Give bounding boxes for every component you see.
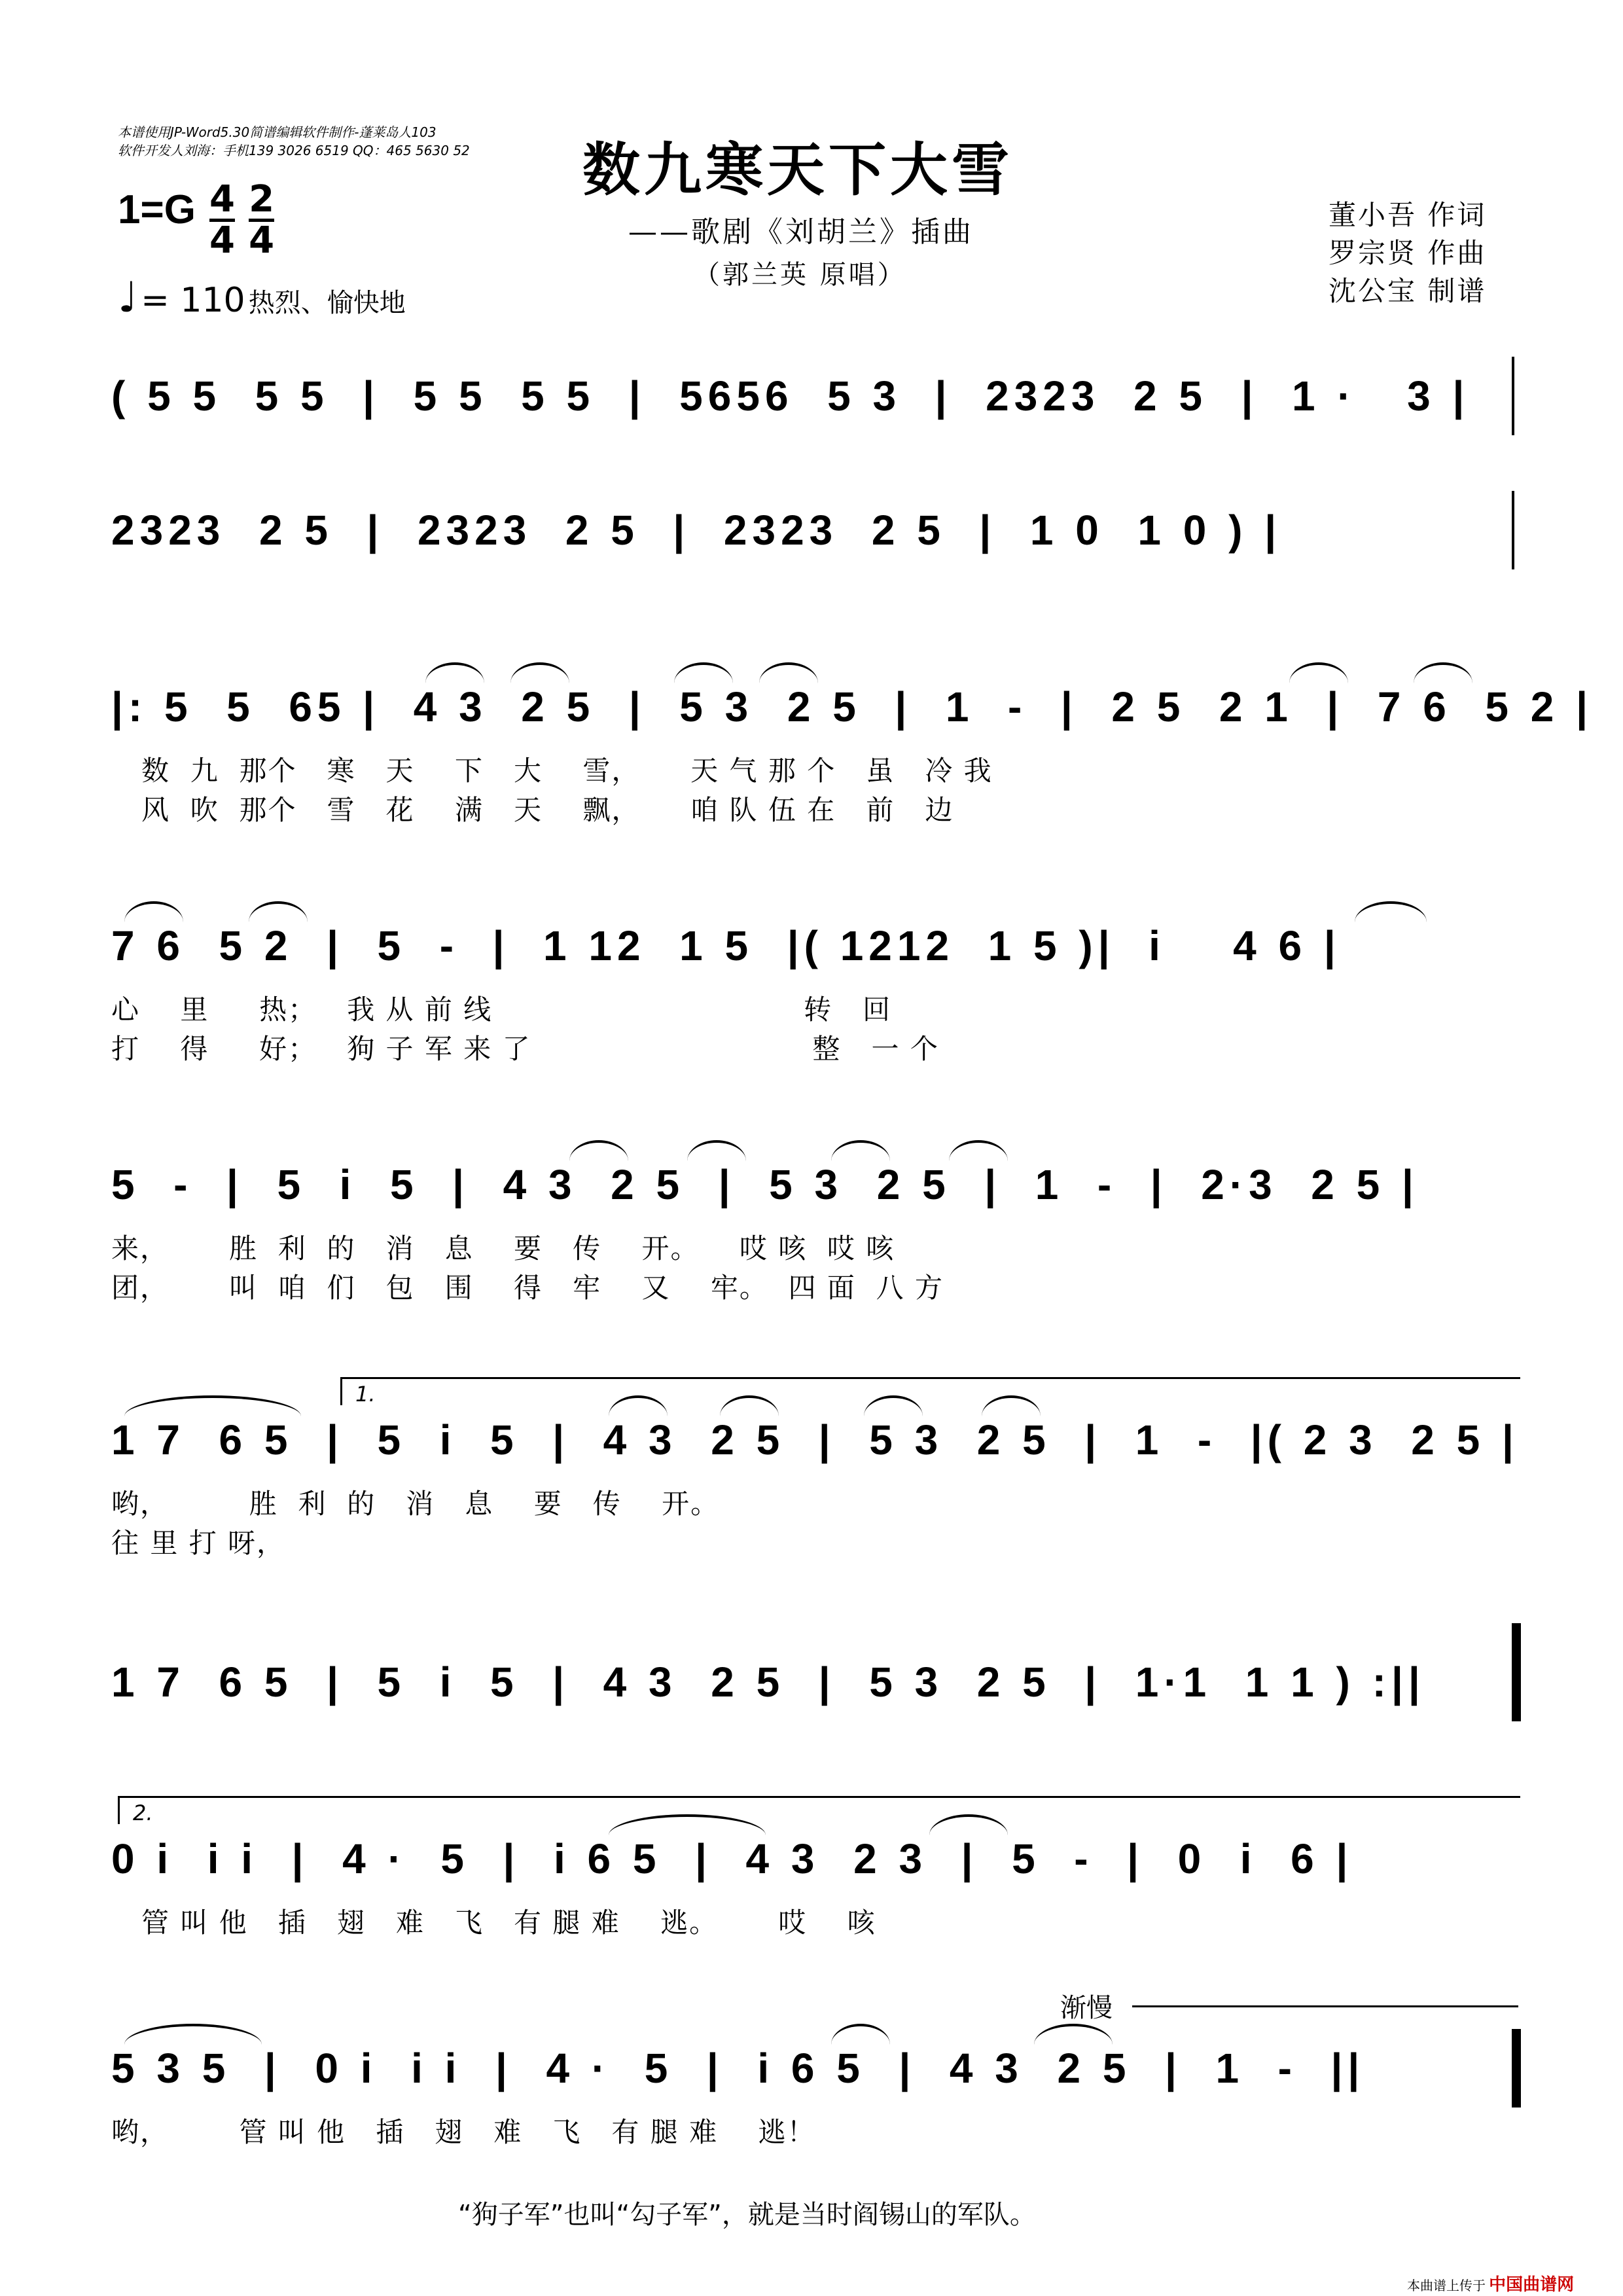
credit-line-2: 软件开发人刘海：手机139 3026 6519 QQ：465 5630 52	[118, 143, 470, 158]
score-system-1	[111, 357, 1518, 442]
song-title: 数九寒天下大雪	[582, 135, 1014, 204]
final-barline	[1512, 2029, 1521, 2108]
score-system-9	[111, 1993, 1518, 2173]
credit-line-1: 本谱使用JP-Word5.30简谱编辑软件制作-蓬莱岛人103	[118, 124, 437, 140]
first-ending-bracket: 1.	[340, 1377, 1520, 1405]
quarter-note-icon: ♩	[118, 274, 138, 322]
score-system-5	[111, 1145, 1518, 1309]
second-ending-bracket: 2.	[118, 1796, 1520, 1824]
lyric-verse-2: 往 里 打 呀，	[111, 1527, 286, 1559]
lyricist: 董小吾 作词	[1329, 199, 1487, 231]
score-system-7	[111, 1643, 1518, 1728]
barline	[1512, 357, 1514, 435]
barline	[1512, 491, 1514, 569]
ritardando-mark: 渐慢	[1060, 1993, 1113, 2023]
lyric-verse-1: 管 叫 他 插 翅 难 飞 有 腿 难 逃。 哎 咳	[111, 1907, 876, 1939]
arranger: 沈公宝 制谱	[1329, 275, 1487, 307]
time-signature-1: 4 4	[209, 178, 235, 262]
tempo-value: = 110	[141, 281, 245, 320]
lyric-verse-1: 哟， 胜 利 的 消 息 要 传 开。	[111, 1488, 720, 1520]
footnote: “狗子军”也叫“勾子军”，就是当时阎锡山的军队。	[458, 2200, 1036, 2230]
notation-line: |: 5 5 65 | 4 3 2 5 | 5 3 2 5 | 1 - | 2 5 2 1 | 7 6 5 2 |	[111, 683, 1594, 730]
lyric-verse-1: 数 九 那个 寒 天 下 大 雪， 天 气 那 个 虽 冷 我	[111, 755, 993, 787]
authors-block	[1329, 196, 1486, 310]
footer	[1407, 2271, 1574, 2295]
subtitle: ——歌剧《刘胡兰》插曲	[628, 215, 974, 249]
site-logo[interactable]: 中国曲谱网	[1489, 2275, 1575, 2295]
repeat-end-barline	[1512, 1623, 1521, 1721]
notation-line: 1 7 6 5 | 5 i 5 | 4 3 2 5 | 5 3 2 5 | 1·1 1 1 ) :||	[111, 1659, 1425, 1706]
notation-line: 5 3 5 | 0 i i i | 4 · 5 | i 6 5 | 4 3 2 5 | 1 - ||	[111, 2045, 1365, 2092]
key-time-signature	[118, 178, 275, 262]
notation-line: ( 5 5 5 5 | 5 5 5 5 | 5656 5 3 | 2323 2 5 | 1 · 3 |	[111, 372, 1470, 420]
lyric-verse-2: 团， 叫 咱 们 包 围 得 牢 又 牢。 四 面 八 方	[111, 1272, 944, 1304]
score-system-3	[111, 668, 1594, 831]
score-system-4	[111, 906, 1518, 1070]
notation-line: 1 7 6 5 | 5 i 5 | 4 3 2 5 | 5 3 2 5 | 1 - |( 2 3 2 5 |	[111, 1416, 1519, 1463]
notation-line: 2323 2 5 | 2323 2 5 | 2323 2 5 | 1 0 1 0 ) |	[111, 507, 1282, 554]
score-system-8	[111, 1801, 1518, 1964]
score-system-2	[111, 491, 1518, 576]
expression-mark: 热烈、愉快地	[248, 288, 406, 318]
lyric-verse-2: 打 得 好； 狗 子 军 来 了 整 一 个	[111, 1033, 939, 1065]
time-signature-2: 2 4	[249, 178, 275, 262]
upload-text: 本曲谱上传于	[1407, 2278, 1486, 2293]
key-signature: 1=G	[118, 187, 196, 232]
notation-line: 5 - | 5 i 5 | 4 3 2 5 | 5 3 2 5 | 1 - | 2·3 2 5 |	[111, 1161, 1419, 1208]
notation-line: 7 6 5 2 | 5 - | 1 12 1 5 |( 1212 1 5 )| i 4 6 |	[111, 922, 1341, 969]
tempo-mark	[118, 274, 406, 322]
lyric-verse-1: 来， 胜 利 的 消 息 要 传 开。 哎 咳 哎 咳	[111, 1232, 895, 1265]
composer: 罗宗贤 作曲	[1329, 237, 1487, 269]
lyric-verse-2: 风 吹 那个 雪 花 满 天 飘， 咱 队 伍 在 前 边	[111, 794, 954, 826]
lyric-verse-1: 哟， 管 叫 他 插 翅 难 飞 有 腿 难 逃！	[111, 2116, 816, 2148]
notation-line: 0 i i i | 4 · 5 | i 6 5 | 4 3 2 3 | 5 - | 0 i 6 |	[111, 1835, 1353, 1882]
score-system-6	[111, 1382, 1519, 1584]
singer: （郭兰英 原唱）	[694, 260, 906, 290]
lyric-verse-1: 心 里 热； 我 从 前 线 转 回	[111, 994, 892, 1026]
